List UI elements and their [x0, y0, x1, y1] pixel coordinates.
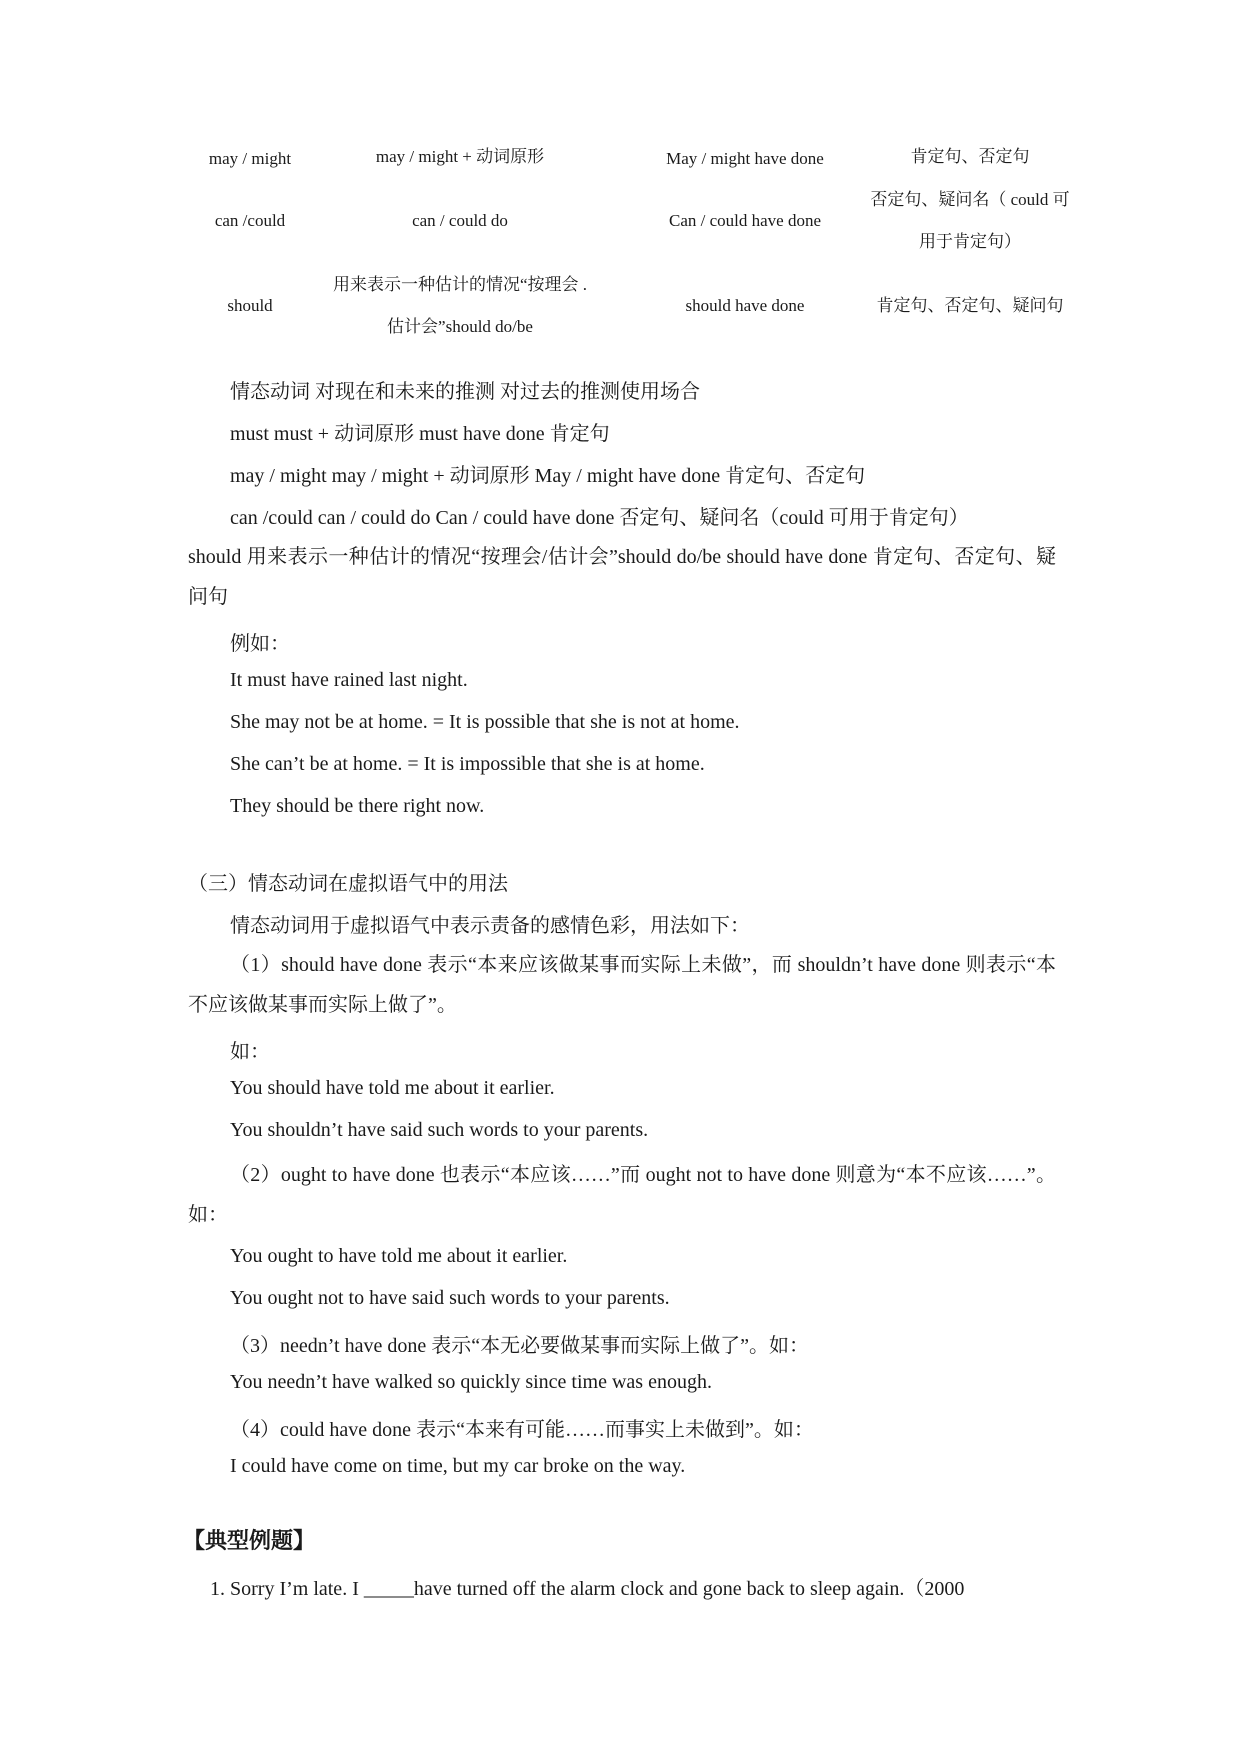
summary-can: can /could can / could do Can / could have done 否定句、疑问名（could 可用于肯定句） — [230, 507, 969, 529]
usage-paragraph-1: （1）should have done 表示“本来应该做某事而实际上未做”，而 shouldn’t have done 则表示“本不应该做某事而实际上做了”。 — [188, 954, 1056, 1016]
table-cell-usage: 肯定句、否定句 — [910, 147, 1030, 166]
section-title: （三）情态动词在虚拟语气中的用法 — [188, 873, 508, 895]
summary-may: may / might may / might + 动词原形 May / might have done 肯定句、否定句 — [230, 465, 866, 487]
examples-intro: 例如： — [230, 633, 290, 655]
usage-paragraph-3: （3）needn’t have done 表示“本无必要做某事而实际上做了”。如： — [230, 1335, 809, 1357]
question-1: 1. Sorry I’m late. I _____have turned off the alarm clock and gone back to sleep again.（2000 — [210, 1578, 965, 1600]
usage-paragraph-4: （4）could have done 表示“本来有可能……而事实上未做到”。如： — [230, 1419, 814, 1441]
example-sentence: You ought to have told me about it earlier. — [230, 1245, 568, 1267]
table-cell-past: May / might have done — [666, 149, 824, 168]
table-cell-past: should have done — [685, 296, 805, 315]
example-sentence: She can’t be at home. = It is impossible that she is at home. — [230, 753, 705, 775]
usage-paragraph-2: （2）ought to have done 也表示“本应该……”而 ought not to have done 则意为“本不应该……”。如： — [188, 1164, 1056, 1226]
table-cell-usage: 肯定句、否定句、疑问句 — [876, 296, 1064, 315]
table-cell-modal: can /could — [214, 211, 286, 230]
table-cell-modal: may / might — [208, 149, 292, 168]
example-sentence: You ought not to have said such words to your parents. — [230, 1287, 670, 1309]
example-sentence: It must have rained last night. — [230, 669, 468, 691]
table-cell-present: 估计会”should do/be — [387, 317, 533, 336]
example-sentence: I could have come on time, but my car broke on the way. — [230, 1455, 686, 1477]
summary-must: must must + 动词原形 must have done 肯定句 — [230, 423, 610, 445]
example-sentence: You needn’t have walked so quickly since time was enough. — [230, 1371, 712, 1393]
example-sentence: They should be there right now. — [230, 795, 485, 817]
section-intro: 情态动词用于虚拟语气中表示责备的感情色彩，用法如下： — [230, 915, 750, 937]
table-cell-past: Can / could have done — [668, 211, 821, 230]
example-sentence: You should have told me about it earlier. — [230, 1077, 555, 1099]
table-cell-present: can / could do — [412, 211, 508, 230]
example-intro: 如： — [230, 1041, 270, 1063]
table-cell-modal: should — [227, 296, 273, 315]
examples-heading: 【典型例题】 — [183, 1529, 316, 1554]
summary-header: 情态动词 对现在和未来的推测 对过去的推测使用场合 — [230, 381, 700, 403]
summary-should: should 用来表示一种估计的情况“按理会/估计会”should do/be should have done 肯定句、否定句、疑问句 — [188, 546, 1056, 608]
table-cell-present: 用来表示一种估计的情况“按理会 . — [332, 275, 588, 294]
example-sentence: You shouldn’t have said such words to your parents. — [230, 1119, 649, 1141]
example-sentence: She may not be at home. = It is possible that she is not at home. — [230, 711, 740, 733]
table-cell-usage: 用于肯定句） — [919, 232, 1021, 251]
table-cell-present: may / might + 动词原形 — [375, 147, 545, 166]
table-cell-usage: 否定句、疑问名（ could 可 — [870, 190, 1070, 209]
